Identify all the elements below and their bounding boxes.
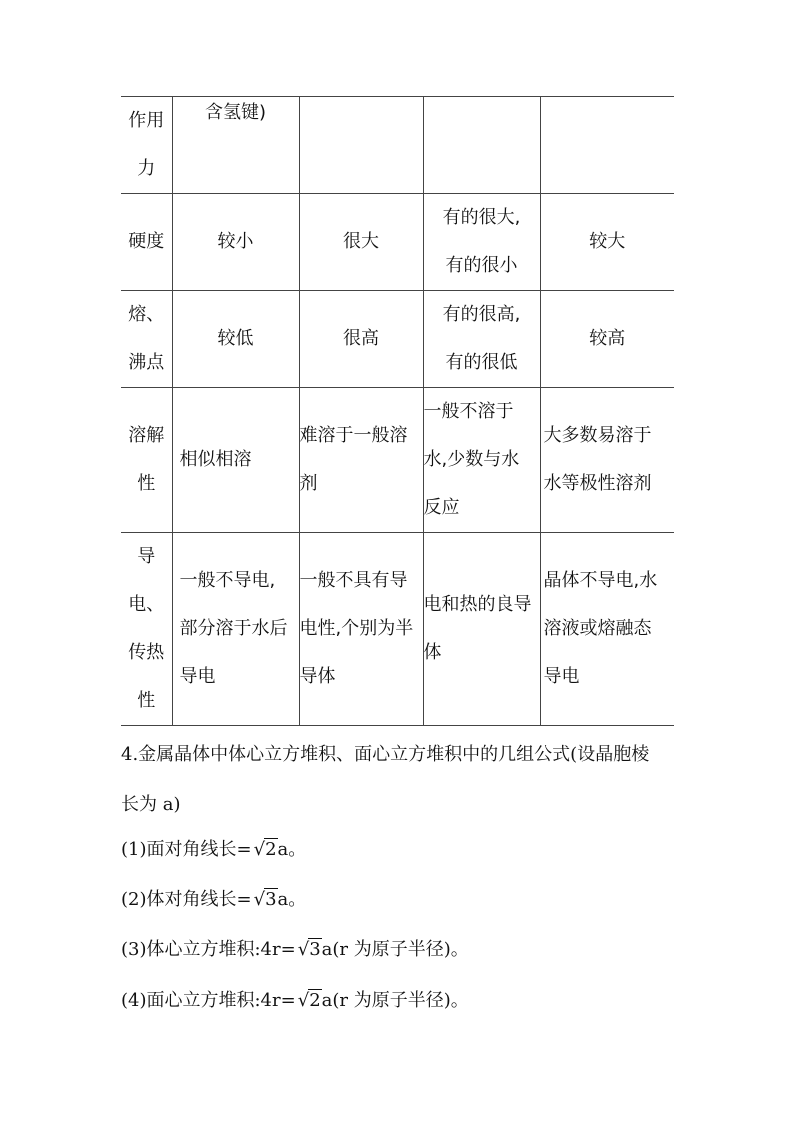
formula-item-4: (4)面心立方堆积:4r= √2a(r 为原子半径)。 [121, 990, 469, 1011]
row-label: 作用 力 [121, 97, 172, 194]
table-row [121, 194, 674, 291]
table-cell: 很高 [299, 291, 423, 388]
formula-item-2: (2)体对角线长= √3a。 [121, 889, 307, 910]
table-row [121, 291, 674, 388]
table-cell [299, 97, 423, 194]
square-root: √2 [297, 990, 321, 1011]
row-label: 硬度 [121, 194, 172, 291]
table-cell: 一般不具有导 电性,个别为半 导体 [299, 533, 423, 726]
table-cell: 电和热的良导 体 [423, 533, 540, 726]
table-cell: 难溶于一般溶 剂 [299, 388, 423, 533]
formula-item-3: (3)体心立方堆积:4r= √3a(r 为原子半径)。 [121, 939, 469, 960]
table-cell: 较大 [540, 194, 674, 291]
table-cell [540, 97, 674, 194]
table-row [121, 97, 674, 194]
square-root: √3 [253, 889, 277, 910]
table-cell: 很大 [299, 194, 423, 291]
table-cell: 一般不导电, 部分溶于水后 导电 [172, 533, 299, 726]
row-label: 溶解 性 [121, 388, 172, 533]
section-4-heading [121, 730, 681, 830]
table-cell: 有的很高, 有的很低 [423, 291, 540, 388]
table-cell: 相似相溶 [172, 388, 299, 533]
table-row [121, 533, 674, 726]
table-cell [423, 97, 540, 194]
table-cell: 较高 [540, 291, 674, 388]
table-cell: 晶体不导电,水 溶液或熔融态 导电 [540, 533, 674, 726]
square-root: √3 [297, 939, 321, 960]
table-cell: 大多数易溶于 水等极性溶剂 [540, 388, 674, 533]
table-cell: 含氢键) [172, 97, 299, 194]
square-root: √2 [253, 839, 277, 860]
row-label: 熔、 沸点 [121, 291, 172, 388]
table-cell: 一般不溶于 水,少数与水 反应 [423, 388, 540, 533]
table-cell: 有的很大, 有的很小 [423, 194, 540, 291]
heading-line-1: 4.金属晶体中体心立方堆积、面心立方堆积中的几组公式(设晶胞棱 [121, 744, 650, 765]
crystal-properties-table [121, 96, 674, 726]
row-label: 导 电、 传热 性 [121, 533, 172, 726]
table-cell: 较小 [172, 194, 299, 291]
table-row [121, 388, 674, 533]
formula-item-1: (1)面对角线长= √2a。 [121, 839, 307, 860]
heading-line-2: 长为 a) [121, 794, 181, 815]
table-cell: 较低 [172, 291, 299, 388]
